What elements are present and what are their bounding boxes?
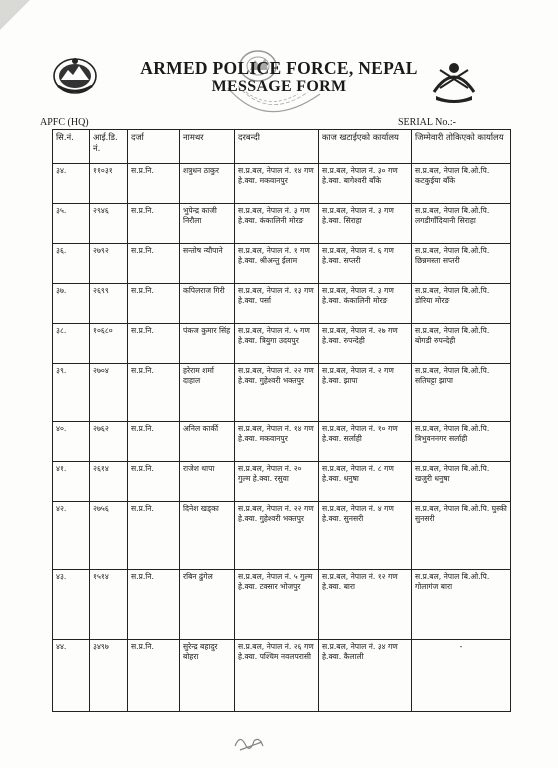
table-row [53, 570, 511, 640]
table-cell: ३६. [53, 244, 90, 284]
table-cell: दिनेश खड्का [180, 502, 235, 570]
column-header: दरबन्दी [235, 130, 319, 164]
table-cell: सुरेन्द्र बहादुर बोहरा [180, 640, 235, 712]
table-cell: पंकज कुमार सिंह [180, 324, 235, 364]
table-cell: ३४. [53, 164, 90, 204]
table-cell: स.प्र.बल, नेपाल नं. १२ गण हे.क्वा. बारा [319, 570, 412, 640]
table-cell: स.प्र.बल, नेपाल बि.ओ.पि. खजुरी धनुषा [412, 462, 511, 502]
table-cell: ३४९७ [90, 640, 128, 712]
table-cell: रबिन ढुंगेल [180, 570, 235, 640]
table-cell: भुपेन्द्र काजी निरौला [180, 204, 235, 244]
table-cell: शत्रुधन ठाकुर [180, 164, 235, 204]
table-cell: ४३. [53, 570, 90, 640]
table-cell: १०६८० [90, 324, 128, 364]
table-cell: स.प्र.बल, नेपाल नं. ३४ गण हे.क्वा. कैलाली [319, 640, 412, 712]
table-cell: ३९. [53, 364, 90, 422]
column-header: काज खटाईएको कार्यालय [319, 130, 412, 164]
table-row [53, 164, 511, 204]
serial-label: SERIAL No.:- [398, 117, 456, 128]
table-row [53, 422, 511, 462]
column-header: दर्जा [128, 130, 180, 164]
table-cell: स.प्र.बल, नेपाल बि.ओ.पि. कटकुईया बाँके [412, 164, 511, 204]
table-cell: २९४६ [90, 204, 128, 244]
table-cell: स.प्र.बल, नेपाल नं. ८ गण हे.क्वा. धनुषा [319, 462, 412, 502]
table-row [53, 204, 511, 244]
handwritten-signature [232, 732, 268, 754]
table-cell: स.प्र.नि. [128, 364, 180, 422]
table-cell: स.प्र.बल, नेपाल नं. १४ गण हे.क्वा. मकवानपुर [235, 164, 319, 204]
table-cell: स.प्र.बल, नेपाल नं. ३ गण हे.क्वा. कंकालिनी मोरङ [235, 204, 319, 244]
table-cell: स.प्र.बल, नेपाल बि.ओ.पि. छिन्नमस्ता सप्तरी [412, 244, 511, 284]
table-cell: स.प्र.बल, नेपाल नं. ४ गण हे.क्वा. सुनसरी [319, 502, 412, 570]
table-cell: स.प्र.बल, नेपाल बि.ओ.पि. बोगडी रुपन्देही [412, 324, 511, 364]
table-row [53, 244, 511, 284]
column-header: नामथर [180, 130, 235, 164]
column-header: जिम्मेवारी तोकिएको कार्यालय [412, 130, 511, 164]
table-cell: स.प्र.नि. [128, 422, 180, 462]
table-cell: स.प्र.बल, नेपाल नं. २६ गण हे.क्वा. पश्चिम नवलपरासी [235, 640, 319, 712]
office-label: APFC (HQ) [40, 117, 89, 128]
table-cell: १५१४ [90, 570, 128, 640]
table-cell: ४२. [53, 502, 90, 570]
table-row [53, 364, 511, 422]
table-cell: स.प्र.बल, नेपाल नं. १३ गण हे.क्वा. पर्सा [235, 284, 319, 324]
table-cell: २७०४ [90, 364, 128, 422]
table-cell: स.प्र.बल, नेपाल नं. २० गुल्म हे.क्वा. रसुवा [235, 462, 319, 502]
table-cell: २७९२ [90, 244, 128, 284]
table-cell: स.प्र.नि. [128, 284, 180, 324]
table-cell: हरेराम शर्मा दाहाल [180, 364, 235, 422]
table-header-row [53, 130, 511, 164]
table-row [53, 284, 511, 324]
table-cell: स.प्र.नि. [128, 324, 180, 364]
table-cell: स.प्र.बल, नेपाल नं. २ गण हे.क्वा. झापा [319, 364, 412, 422]
table-row [53, 640, 511, 712]
table-cell: २६९९ [90, 284, 128, 324]
table-cell: - [412, 640, 511, 712]
table-cell: स.प्र.नि. [128, 244, 180, 284]
table-cell: स.प्र.बल, नेपाल बि.ओ.पि. त्रिभुवननगर सर्लाही [412, 422, 511, 462]
table-cell: स.प्र.नि. [128, 640, 180, 712]
table-cell: राजेश थापा [180, 462, 235, 502]
table-cell: ३७. [53, 284, 90, 324]
table-cell: स.प्र.बल, नेपाल नं. १ गण हे.क्वा. श्रीअन्तु ईलाम [235, 244, 319, 284]
table-cell: २७६२ [90, 422, 128, 462]
column-header: सि.नं. [53, 130, 90, 164]
table-cell: ३५. [53, 204, 90, 244]
table-cell: कपिलराज गिरी [180, 284, 235, 324]
table-cell: ४१. [53, 462, 90, 502]
table-cell: स.प्र.बल, नेपाल नं. ५ गुल्म हे.क्वा. टक्सार भोजपुर [235, 570, 319, 640]
table-cell: अनिल कार्की [180, 422, 235, 462]
transfer-table [52, 129, 511, 712]
table-cell: २६१४ [90, 462, 128, 502]
table-cell: स.प्र.बल, नेपाल बि.ओ.पि. घुस्की सुनसरी [412, 502, 511, 570]
table-cell: स.प्र.बल, नेपाल नं. ३० गण हे.क्वा. बागेश्वरी बाँके [319, 164, 412, 204]
table-cell: ३८. [53, 324, 90, 364]
table-cell: स.प्र.बल, नेपाल नं. २७ गण हे.क्वा. रुपन्देही [319, 324, 412, 364]
table-row [53, 462, 511, 502]
document-subtitle: MESSAGE FORM [211, 78, 347, 95]
table-cell: स.प्र.बल, नेपाल नं. २२ गण हे.क्वा. गुहेश्वरी भक्तपुर [235, 502, 319, 570]
table-cell: स.प्र.नि. [128, 462, 180, 502]
table-cell: स.प्र.बल, नेपाल बि.ओ.पि. सतिघट्टा झापा [412, 364, 511, 422]
document-title: ARMED POLICE FORCE, NEPAL [140, 58, 418, 78]
page-fold [0, 0, 30, 30]
table-cell: २७५६ [90, 502, 128, 570]
table-cell: स.प्र.नि. [128, 570, 180, 640]
column-header: आई.डि. नं. [90, 130, 128, 164]
table-row [53, 324, 511, 364]
table-cell: स.प्र.बल, नेपाल नं. ३ गण हे.क्वा. कंकालिनी मोरङ [319, 284, 412, 324]
table-cell: स.प्र.बल, नेपाल नं. २२ गण हे.क्वा. गुहेश्वरी भक्तपुर [235, 364, 319, 422]
table-cell: स.प्र.बल, नेपाल नं. १४ गण हे.क्वा. मकवानपुर [235, 422, 319, 462]
table-cell: स.प्र.नि. [128, 204, 180, 244]
table-cell: ४४. [53, 640, 90, 712]
table-cell: स.प्र.बल, नेपाल बि.ओ.पि. डोरिया मोरङ [412, 284, 511, 324]
table-row [53, 502, 511, 570]
table-cell: ४०. [53, 422, 90, 462]
table-cell: स.प्र.बल, नेपाल नं. १० गण हे.क्वा. सर्लाही [319, 422, 412, 462]
table-cell: स.प्र.बल, नेपाल बि.ओ.पि. गोलागंज बारा [412, 570, 511, 640]
table-cell: सन्तोष न्यौपाने [180, 244, 235, 284]
table-cell: स.प्र.बल, नेपाल बि.ओ.पि. लगडीगाँदियानी सिराहा [412, 204, 511, 244]
table-cell: ११०३१ [90, 164, 128, 204]
table-cell: स.प्र.नि. [128, 502, 180, 570]
table-cell: स.प्र.बल, नेपाल नं. ३ गण हे.क्वा. सिराहा [319, 204, 412, 244]
table-cell: स.प्र.बल, नेपाल नं. ५ गण हे.क्वा. त्रियुगा उदयपुर [235, 324, 319, 364]
table-cell: स.प्र.नि. [128, 164, 180, 204]
table-cell: स.प्र.बल, नेपाल नं. ६ गण हे.क्वा. सप्तरी [319, 244, 412, 284]
